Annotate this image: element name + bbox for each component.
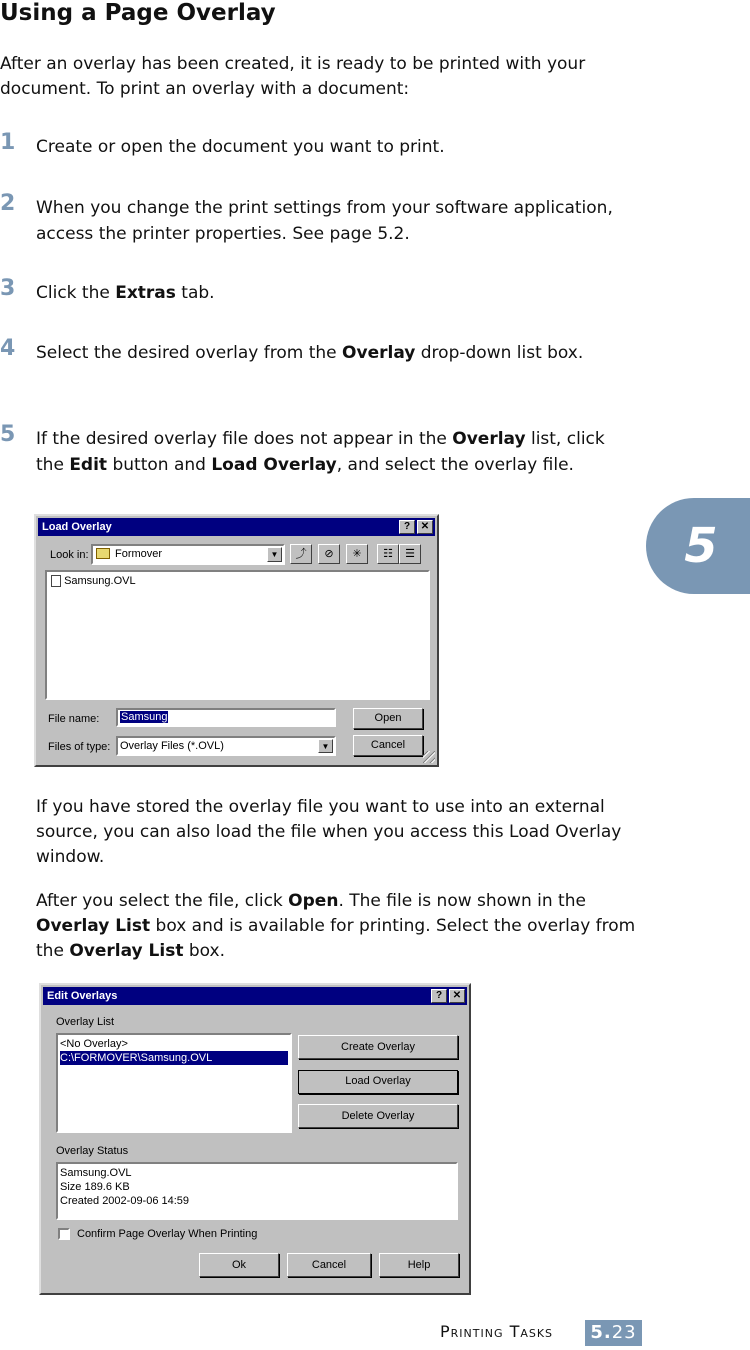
create-overlay-button[interactable]: Create Overlay [298, 1035, 458, 1059]
help-button[interactable]: ? [399, 520, 415, 534]
folder-icon [96, 548, 110, 559]
details-view-icon[interactable]: ☰ [399, 544, 421, 564]
status-line: Samsung.OVL [60, 1167, 132, 1179]
intro-paragraph: After an overlay has been created, it is ready to be printed with your document. To print an overlay with a document: [0, 54, 586, 99]
confirm-label[interactable]: Confirm Page Overlay When Printing [77, 1228, 258, 1240]
desktop-icon[interactable]: ⊘ [318, 544, 340, 564]
chevron-down-icon[interactable]: ▼ [318, 739, 333, 753]
file-icon [51, 575, 61, 587]
step-1 [0, 130, 640, 160]
file-list[interactable] [45, 570, 430, 700]
help-button[interactable]: ? [431, 989, 447, 1003]
close-button[interactable]: ✕ [449, 989, 465, 1003]
open-button[interactable]: Open [353, 708, 423, 729]
look-in-label: Look in: [50, 549, 89, 561]
step-text: Create or open the document you want to print. [36, 137, 445, 157]
step-5 [0, 422, 640, 478]
confirm-checkbox[interactable] [58, 1228, 70, 1240]
new-folder-icon[interactable]: ✳ [346, 544, 368, 564]
help-text-button[interactable]: Help [379, 1253, 459, 1277]
step-number: 3 [0, 276, 16, 301]
step-number: 5 [0, 422, 16, 447]
step-text: Select the desired overlay from the Overlay drop-down list box. [36, 343, 584, 363]
paragraph-after-select: After you select the file, click Open. The file is now shown in the Overlay List box and is available for printing. Select the overlay from the Overlay List box. [36, 891, 636, 961]
cancel-button[interactable]: Cancel [287, 1253, 371, 1277]
step-number: 1 [0, 130, 16, 155]
ok-button[interactable]: Ok [199, 1253, 279, 1277]
step-text: If the desired overlay file does not appear in the Overlay list, click the Edit button and Load Overlay, and select the overlay file. [36, 429, 605, 475]
page-title: Using a Page Overlay [0, 0, 276, 26]
file-name-label: File name: [48, 713, 100, 725]
overlay-list[interactable] [56, 1033, 292, 1133]
load-overlay-button[interactable]: Load Overlay [298, 1070, 458, 1094]
up-folder-icon[interactable]: ⤴ [290, 544, 312, 564]
step-3 [0, 276, 640, 306]
overlay-list-label: Overlay List [56, 1016, 115, 1028]
step-2 [0, 191, 640, 247]
look-in-select[interactable] [91, 544, 285, 565]
overlay-status-label: Overlay Status [56, 1145, 129, 1157]
step-number: 2 [0, 191, 16, 216]
file-name-field[interactable]: Samsung [116, 708, 336, 727]
paragraph-external-source: If you have stored the overlay file you want to use into an external source, you can also load the file when you access this Load Overlay window. [36, 797, 622, 867]
status-line: Size 189.6 KB [60, 1181, 130, 1193]
load-overlay-dialog [34, 514, 439, 767]
step-number: 4 [0, 336, 16, 361]
resize-grip-icon[interactable] [423, 751, 435, 763]
dialog-titlebar: Edit Overlays ? ✕ [43, 987, 467, 1005]
close-button[interactable]: ✕ [417, 520, 433, 534]
dialog-titlebar: Load Overlay ? ✕ [38, 518, 435, 536]
chapter-tab: 5 [646, 498, 750, 594]
file-type-label: Files of type: [48, 741, 111, 753]
cancel-button[interactable]: Cancel [353, 735, 423, 756]
page-footer [440, 1322, 637, 1343]
section-name: Printing Tasks [440, 1322, 554, 1341]
list-item[interactable]: C:\FORMOVER\Samsung.OVL [60, 1051, 288, 1065]
list-view-icon[interactable]: ☷ [377, 544, 399, 564]
step-4 [0, 336, 640, 366]
step-text: When you change the print settings from your software application, access the printer properties. See page 5.2. [36, 198, 613, 244]
page-number: 5.23 [585, 1320, 642, 1346]
list-item[interactable]: Samsung.OVL [51, 575, 136, 587]
step-text: Click the Extras tab. [36, 283, 215, 303]
overlay-status-box [56, 1162, 458, 1220]
file-type-select[interactable]: Overlay Files (*.OVL) ▼ [116, 736, 336, 756]
delete-overlay-button[interactable]: Delete Overlay [298, 1104, 458, 1128]
status-line: Created 2002-09-06 14:59 [60, 1195, 190, 1207]
list-item[interactable]: <No Overlay> [60, 1038, 128, 1050]
look-in-value: Formover [115, 548, 163, 560]
edit-overlays-dialog [39, 983, 471, 1295]
chevron-down-icon[interactable]: ▼ [267, 547, 282, 562]
